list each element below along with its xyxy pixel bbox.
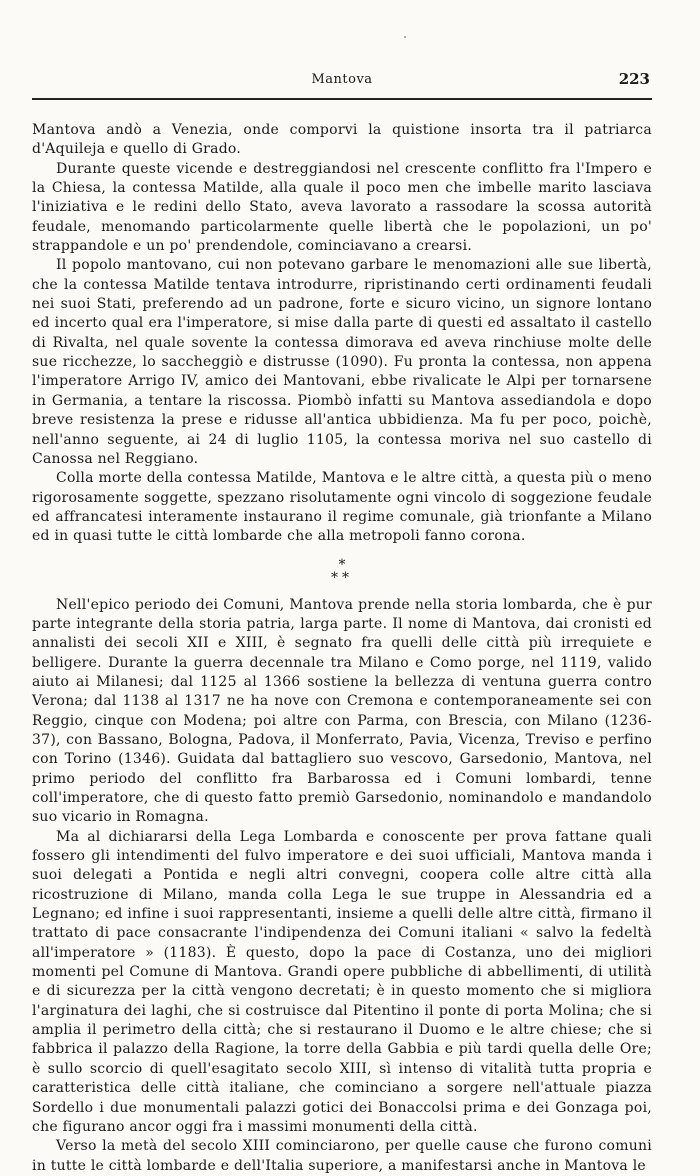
paragraph: Colla morte della contessa Matilde, Mantova e le altre città, a questa più o meno rigorosamente soggette, spezzano risolutamente ogni vincolo di soggezione feudale ed affrancatesi interamente instaurano il regime comunale, già trionfante a Milano ed in quasi tutte le città lombarde che alla metropoli fanno corona. <box>32 470 652 545</box>
section-break-asterism <box>32 556 652 586</box>
asterism-top: * <box>338 556 346 573</box>
page-header <box>32 0 652 100</box>
paragraph: Il popolo mantovano, cui non potevano garbare le menomazioni alle sue libertà, che la contessa Matilde tentava introdurre, ripristinando certi ordinamenti feudali nei suoi Stati, preferendo ad un padrone, forte e sicuro vicino, un signore lontano ed incerto qual era l'imperatore, si mise dalla parte di questi ed assaltato il castello di Rivalta, nel quale sovente la contessa dimorava ed aveva rinchiuse molte delle sue ricchezze, lo saccheggiò e distrusse (1090). Fu pronta la contessa, non appena l'imperatore Arrigo IV, amico dei Mantovani, ebbe rivalicate le Alpi per tornarsene in Germania, a tentare la riscossa. Piombò infatti su Mantova assediandola e dopo breve resistenza la prese e ridusse all'antica ubbidienza. Ma fu per poco, poichè, nell'anno seguente, ai 24 di luglio 1105, la contessa moriva nel suo castello di Canossa nel Reggiano. <box>32 257 652 467</box>
paragraph: Ma al dichiararsi della Lega Lombarda e conoscente per prova fattane quali fossero gli intendimenti del fulvo imperatore e dei suoi ufficiali, Mantova manda i suoi delegati a Pontida e negli altri convegni, coopera colle altre città alla ricostruzione di Milano, manda colla Lega le sue truppe in Alessandria ed a Legnano; ed infine i suoi rappresentanti, insieme a quelli delle altre città, firmano il trattato di pace consacrante l'indipendenza dei Comuni italiani « salvo la fedeltà all'imperatore » (1183). È questo, dopo la pace di Costanza, uno dei migliori momenti pel Comune di Mantova. Grandi opere pubbliche di abbellimenti, di utilità e di sicurezza per la città vengono decretati; è in questo momento che si migliora l'arginatura dei laghi, che si costruisce dal Pitentino il ponte di porta Molina; che si amplia il perimetro della città; che si restaurano il Duomo e le altre chiese; che si fabbrica il palazzo della Ragione, la torre della Gabbia e più tardi quella delle Ore; è sullo scorcio di quell'esagitato secolo XIII, sì intenso di vitalità tutta propria e caratteristica delle città italiane, che cominciano a sorgere nell'attuale piazza Sordello i due monumentali palazzi gotici dei Bonaccolsi prima e dei Gonzaga poi, che figurano ancor oggi fra i massimi monumenti della città. <box>32 828 652 1135</box>
paragraph: Mantova andò a Venezia, onde comporvi la quistione insorta tra il patriarca d'Aquileja e quello di Grado. <box>32 122 652 158</box>
header-rule <box>32 98 652 100</box>
paragraph: Durante queste vicende e destreggiandosi nel crescente conflitto fra l'Impero e la Chiesa, la contessa Matilde, alla quale il poco men che imbelle marito lasciava l'iniziativa e le redini dello Stato, aveva lavorato a rassodare la scossa autorità feudale, menomando particolarmente quelle libertà che le popolazioni, un po' strappandole e un po' prendendole, cominciavano a crearsi. <box>32 160 652 255</box>
asterism-bottom: ** <box>331 569 353 586</box>
body-text <box>32 121 652 1176</box>
running-title: Mantova <box>311 72 373 87</box>
book-page <box>32 0 652 1174</box>
paragraph: Nell'epico periodo dei Comuni, Mantova prende nella storia lombarda, che è pur parte integrante della storia patria, larga parte. Il nome di Mantova, dai cronisti ed annalisti dei secoli XII e XIII, è segnato fra quelli delle città più irrequiete e belligere. Durante la guerra decennale tra Milano e Como porge, nel 1119, valido aiuto ai Milanesi; dal 1125 al 1366 sostiene la bellezza di ventuna guerra contro Verona; dal 1138 al 1317 ne ha nove con Cremona e contemporaneamente sei con Reggio, cinque con Modena; poi altre con Parma, con Brescia, con Milano (1236-37), con Bassano, Bologna, Padova, il Monferrato, Pavia, Vicenza, Treviso e perfino con Torino (1346). Guidata dal battagliero suo vescovo, Garsedonio, Mantova, nel primo periodo del conflitto fra Barbarossa ed i Comuni lombardi, tenne coll'imperatore, che di questo fatto premiò Garsedonio, nominandolo e mandandolo suo vicario in Romagna. <box>32 596 652 826</box>
page-number: 223 <box>618 70 650 88</box>
paragraph: Verso la metà del secolo XIII cominciarono, per quelle cause che furono comuni in tutte le città lombarde e dell'Italia superiore, a manifestarsi anche in Mantova le <box>32 1138 652 1174</box>
